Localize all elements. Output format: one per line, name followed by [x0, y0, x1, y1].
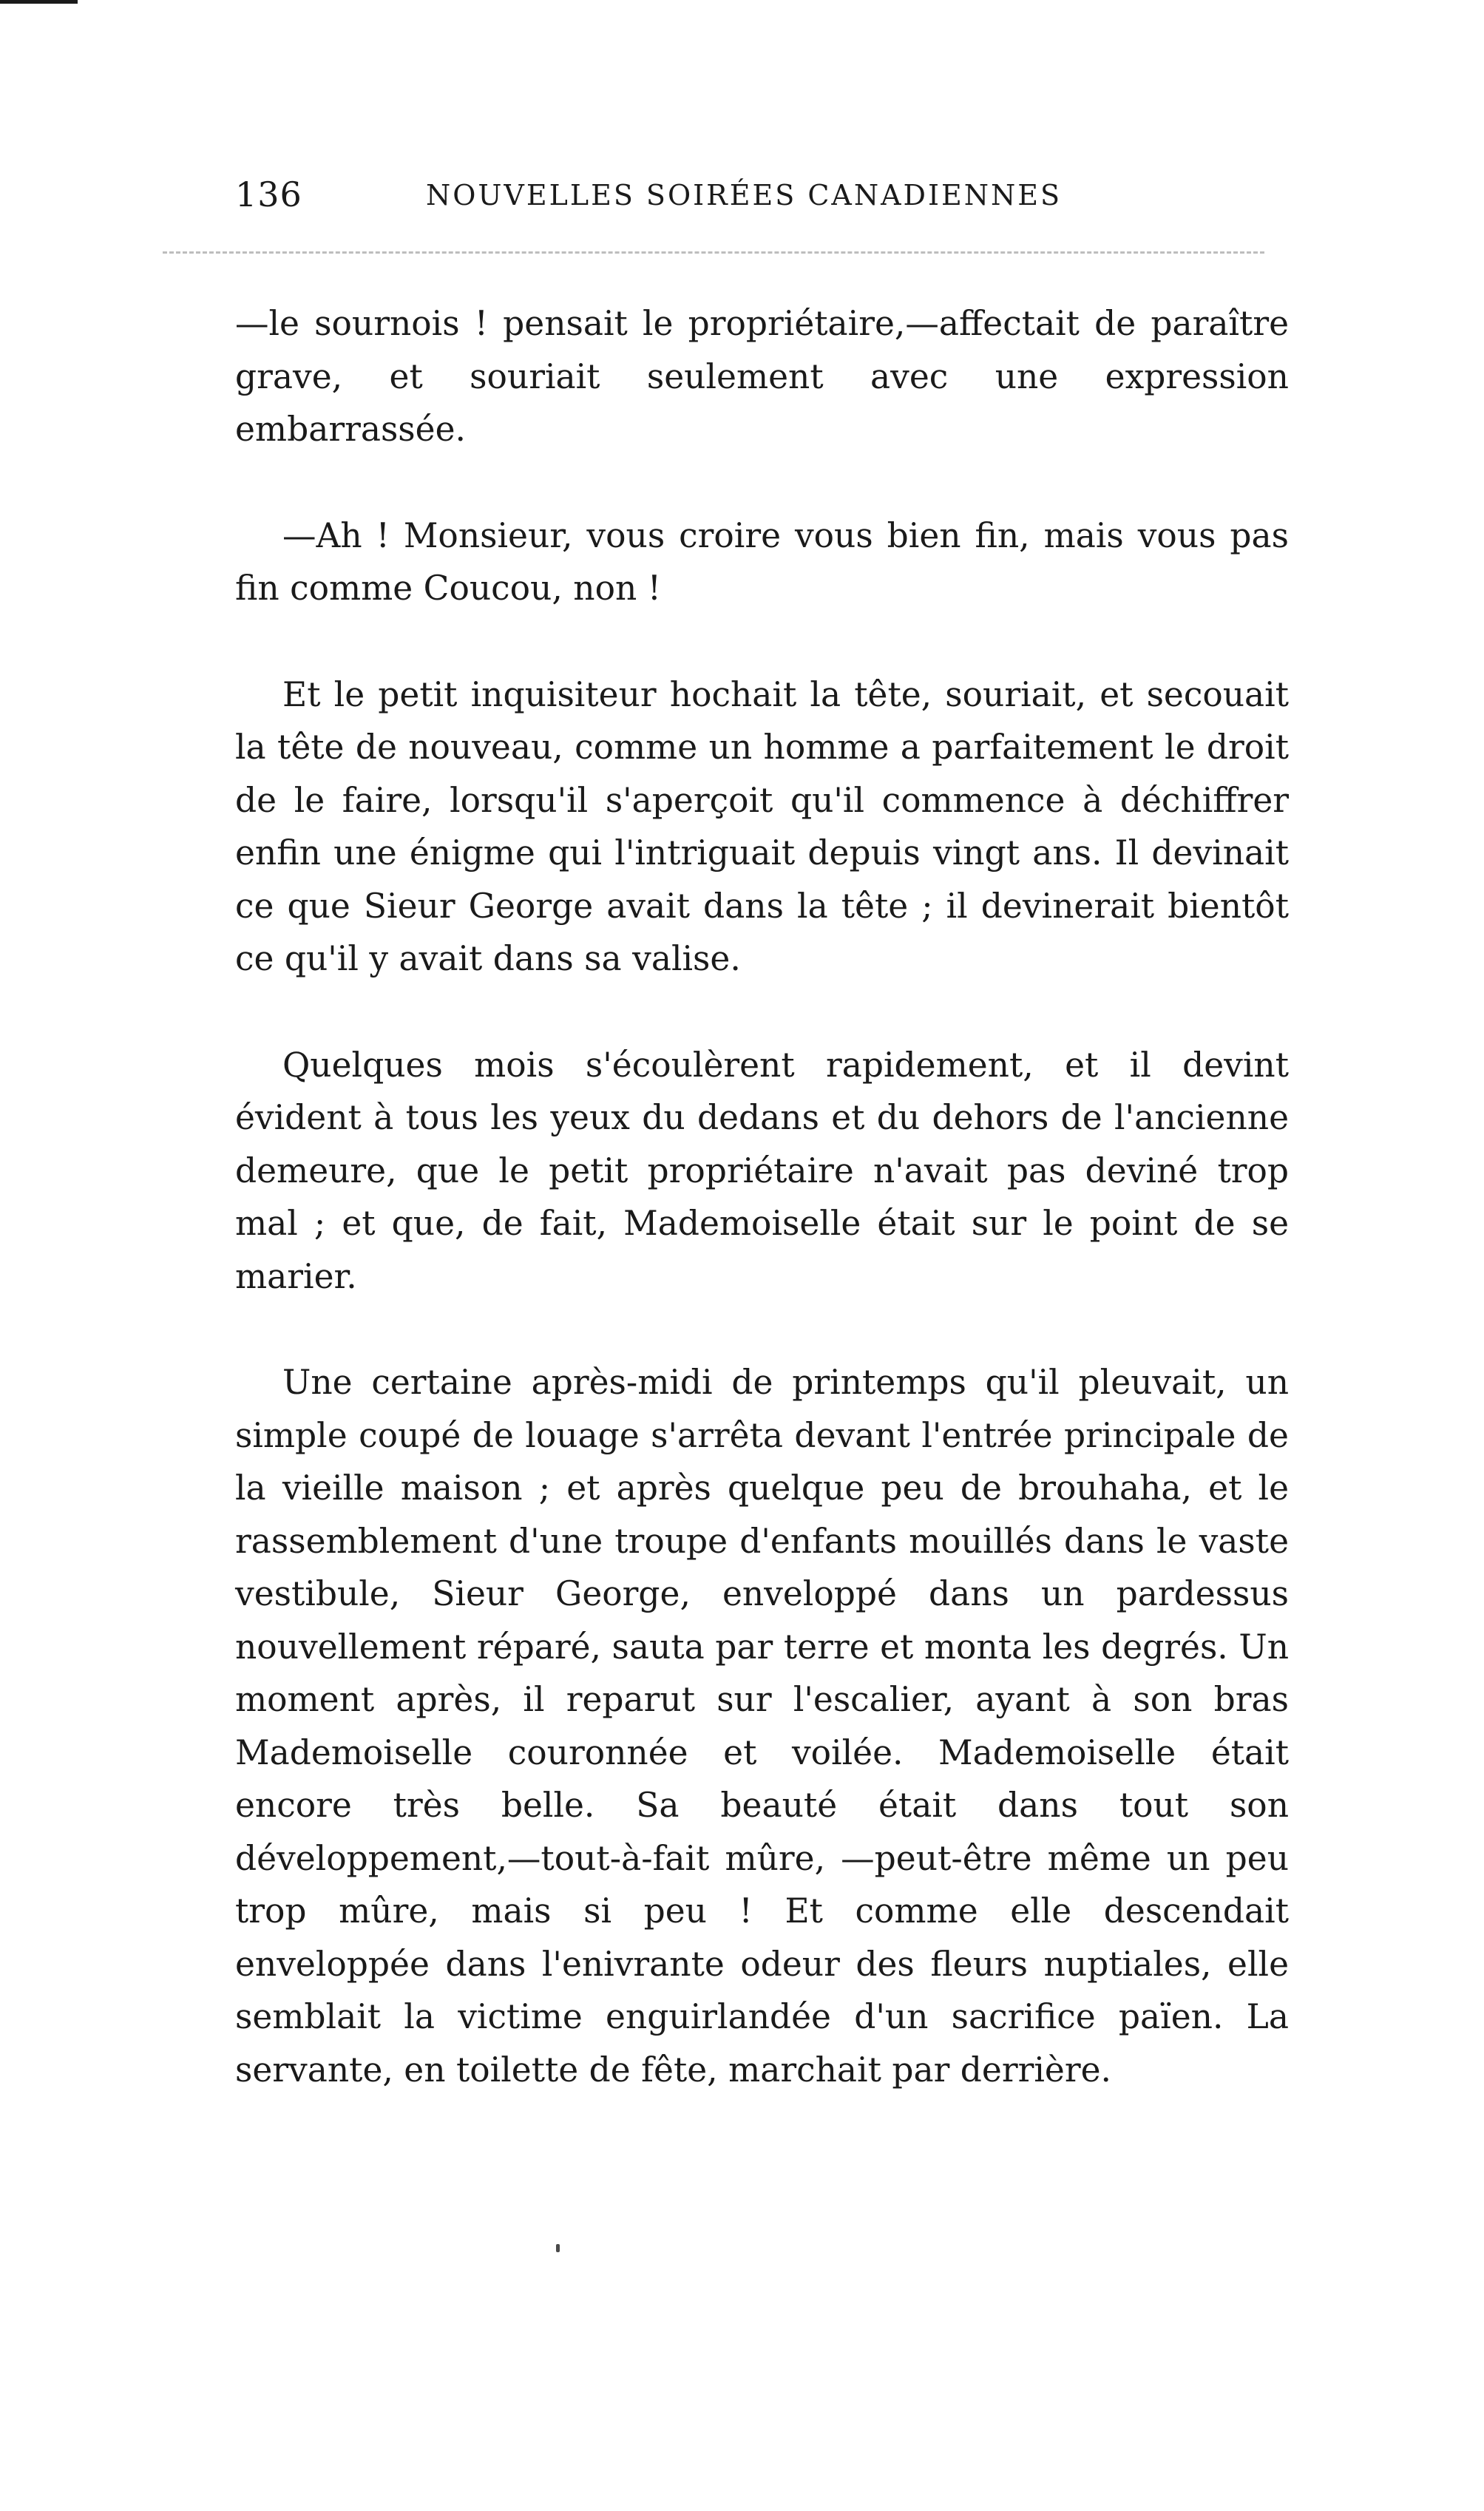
paragraph-5: Une certaine après-midi de printemps qu'il pleuvait, un simple coupé de louage s'arrêta devant l'entrée principale de la vieille maison ; et après quelque peu de brouhaha, et le rassemblement d'une troupe d'enfants mouillés dans le vaste vestibule, Sieur George, enveloppé dans un pardessus nouvellement réparé, sauta par terre et monta les degrés. Un moment après, il reparut sur l'escalier, ayant à son bras Mademoiselle couronnée et voilée. Mademoiselle était encore très belle. Sa beauté était dans tout son développement,—tout-à-fait mûre, —peut-être même un peu trop mûre, mais si peu ! Et comme elle descendait enveloppée dans l'enivrante odeur des fleurs nuptiales, elle semblait la victime enguirlandée d'un sacrifice païen. La servante, en toilette de fête, marchait par derrière.: [235, 1363, 1289, 2090]
body-text: [235, 297, 1289, 2149]
page-header: [235, 174, 1289, 226]
running-title: NOUVELLES SOIRÉES CANADIENNES: [426, 179, 1063, 211]
paragraph-2: —Ah ! Monsieur, vous croire vous bien fin, mais vous pas fin comme Coucou, non !: [235, 515, 1289, 608]
page-number: 136: [235, 174, 302, 214]
paragraph-1: —le sournois ! pensait le propriétaire,—affectait de paraître grave, et souriait seulement avec une expression embarrassée.: [235, 304, 1289, 449]
header-rule: [163, 251, 1264, 254]
paragraph-4: Quelques mois s'écoulèrent rapidement, et il devint évident à tous les yeux du dedans et du dehors de l'ancienne demeure, que le petit propriétaire n'avait pas deviné trop mal ; et que, de fait, Mademoiselle était sur le point de se marier.: [235, 1045, 1289, 1296]
scan-edge-mark: [0, 0, 78, 4]
paragraph-3: Et le petit inquisiteur hochait la tête, souriait, et secouait la tête de nouveau, comme un homme a parfaitement le droit de le faire, lorsqu'il s'aperçoit qu'il commence à déchiffrer enfin une énigme qui l'intriguait depuis vingt ans. Il devinait ce que Sieur George avait dans la tête ; il devinerait bientôt ce qu'il y avait dans sa valise.: [235, 674, 1289, 978]
ink-speck: [556, 2244, 560, 2252]
